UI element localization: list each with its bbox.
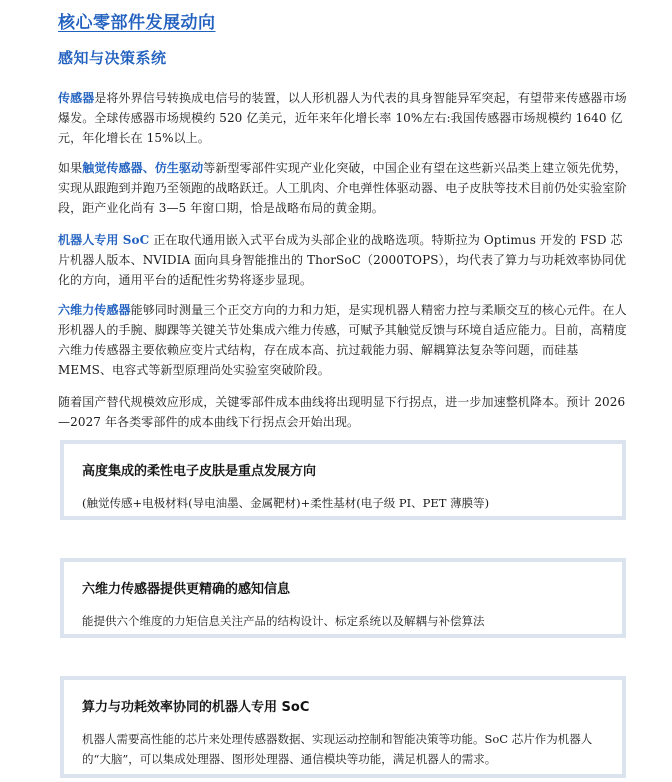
paragraph-text: 能够同时测量三个正交方向的力和力矩，是实现机器人精密力控与柔顺交互的核心元件。在人形机器人的手腕、脚踝等关键关节处集成六维力传感，可赋予其触觉反馈与环境自适应能力。目前，高精度六维力传感器主要依赖应变片式结构，存在成本高、抗过载能力弱、解耦算法复杂等问题，而硅基 MEMS、电容式等新型原理尚处实验室突破阶段。: [58, 303, 627, 377]
callout-title: 算力与功耗效率协同的机器人专用 SoC: [82, 700, 310, 715]
callout-title: 高度集成的柔性电子皮肤是重点发展方向: [82, 464, 317, 479]
callout-box-skin: [60, 440, 626, 520]
paragraph-cost: [58, 392, 630, 432]
paragraph-six-axis: [58, 300, 630, 380]
paragraph-tactile: [58, 158, 630, 218]
callout-text: 能提供六个维度的力矩信息关注产品的结构设计、标定系统以及解耦与补偿算法: [82, 614, 485, 628]
paragraph-text: 是将外界信号转换成电信号的装置，以人形机器人为代表的具身智能异军突起，有望带来传感器市场爆发。全球传感器市场规模约 520 亿美元，近年来年化增长率 10%左右:我国传感器市场规模约 1640 亿元，年化增长在 15%以上。: [58, 91, 627, 145]
page-title: 核心零部件发展动向: [58, 13, 216, 33]
callout-text: (触觉传感+电极材料(导电油墨、金属靶材)+柔性基材(电子级 PI、PET 薄膜等): [82, 496, 490, 510]
callout-box-soc: [60, 676, 626, 778]
callout-box-six-axis: [60, 558, 626, 638]
highlight-six-axis: 六维力传感器: [58, 303, 131, 317]
highlight-tactile: 触觉传感器: [82, 161, 143, 175]
paragraph-text: 正在取代通用嵌入式平台成为头部企业的战略选项。特斯拉为 Optimus 开发的 FSD 芯片机器人版本、NVIDIA 面向具身智能推出的 ThorSoC（2000TOPS），均代表了算力与功耗效率协同优化的方向，通用平台的适配性劣势将逐步显现。: [58, 233, 627, 287]
highlight-sensor: 传感器: [58, 91, 95, 105]
highlight-bionic: 仿生驱动: [154, 161, 204, 175]
highlight-soc: 机器人专用 SoC: [58, 233, 150, 247]
callout-title: 六维力传感器提供更精确的感知信息: [82, 582, 291, 597]
callout-text: 机器人需要高性能的芯片来处理传感器数据、实现运动控制和智能决策等功能。SoC 芯片作为机器人的“大脑”，可以集成处理器、图形处理器、通信模块等功能，满足机器人的需求。: [82, 732, 593, 766]
paragraph-text: 等新型零部件实现产业化突破，中国企业有望在这些新兴品类上建立领先优势，实现从跟跑到并跑乃至领跑的战略跃迁。人工肌肉、介电弹性体驱动器、电子皮肤等技术目前仍处实验室阶段，距产业化尚有 3—5 年窗口期，恰是战略布局的黄金期。: [58, 161, 627, 215]
paragraph-text: 随着国产替代规模效应形成，关键零部件成本曲线将出现明显下行拐点，进一步加速整机降本。预计 2026—2027 年各类零部件的成本曲线下行拐点会开始出现。: [58, 395, 626, 429]
paragraph-lead: 如果: [58, 161, 83, 175]
highlight-separator: 、: [142, 161, 155, 175]
section-subtitle: 感知与决策系统: [58, 49, 167, 67]
paragraph-soc: [58, 230, 630, 290]
paragraph-sensor: [58, 88, 630, 148]
